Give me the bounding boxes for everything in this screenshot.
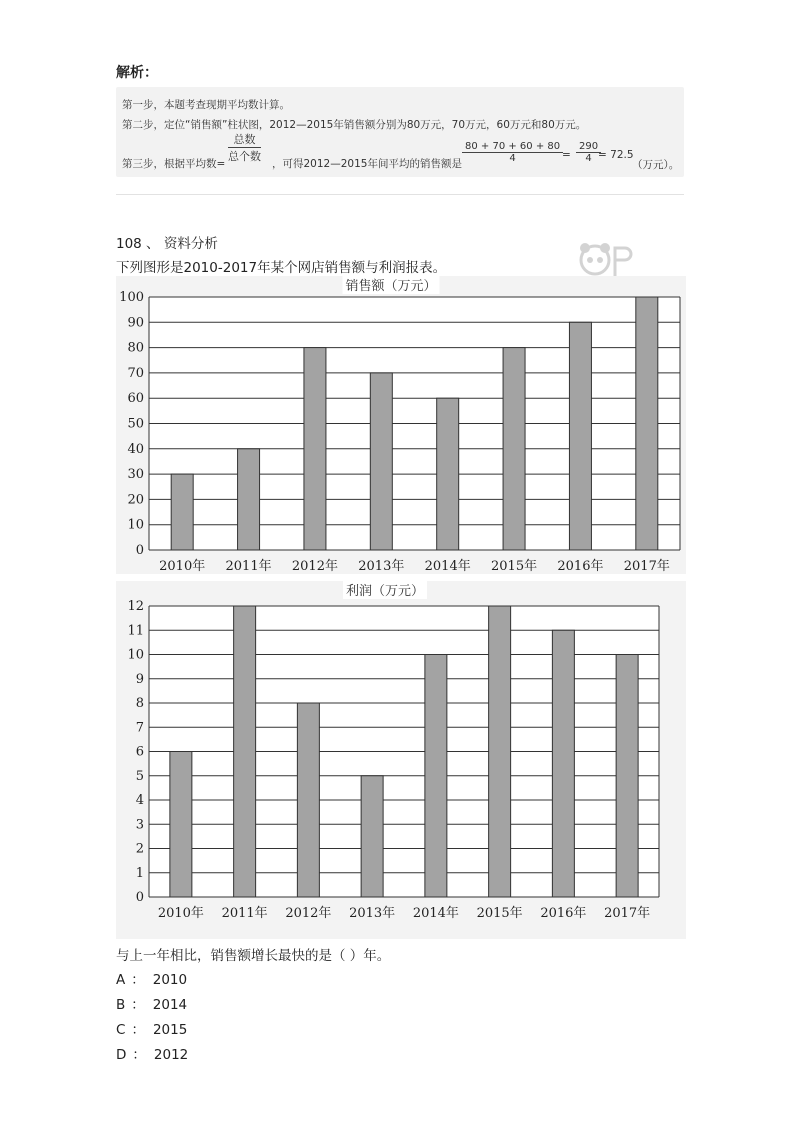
y-tick-label: 90 xyxy=(127,315,144,331)
bar xyxy=(171,474,193,550)
option-letter: B xyxy=(116,997,126,1013)
option-a[interactable] xyxy=(116,968,187,988)
y-tick-label: 80 xyxy=(127,340,144,356)
option-b[interactable] xyxy=(116,993,187,1013)
y-tick-label: 4 xyxy=(135,793,144,808)
calc-unit: （万元）。 xyxy=(632,159,680,171)
y-tick-label: 7 xyxy=(135,720,144,736)
x-tick-label: 2016年 xyxy=(540,906,587,921)
bar xyxy=(361,776,383,897)
y-tick-label: 50 xyxy=(127,416,144,432)
profit-bar-chart xyxy=(116,581,686,939)
y-tick-label: 10 xyxy=(127,647,144,663)
y-tick-label: 70 xyxy=(127,365,144,381)
option-separator: ： xyxy=(131,972,145,988)
result-numerator: 290 xyxy=(576,141,601,153)
calc-equals: = xyxy=(562,149,571,161)
y-tick-label: 12 xyxy=(127,599,144,614)
y-tick-label: 0 xyxy=(135,543,144,558)
x-tick-label: 2010年 xyxy=(157,906,204,921)
formula-fraction xyxy=(228,131,261,164)
option-separator: ： xyxy=(131,997,145,1013)
chart-title: 销售额（万元） xyxy=(345,279,437,294)
analysis-box xyxy=(116,87,684,177)
x-tick-label: 2012年 xyxy=(291,559,338,574)
analysis-step2: 第二步，定位“销售额”柱状图，2012—2015年销售额分别为80万元，70万元，60万元和80万元。 xyxy=(122,119,587,131)
option-letter: D xyxy=(116,1047,127,1063)
bar xyxy=(170,752,192,898)
analysis-step3-prefix: 第三步，根据平均数= xyxy=(122,158,226,170)
y-tick-label: 10 xyxy=(127,517,144,533)
result-denominator: 4 xyxy=(585,153,592,164)
bar xyxy=(569,322,591,550)
question-intro: 下列图形是2010-2017年某个网店销售额与利润报表。 xyxy=(116,260,447,276)
x-tick-label: 2011年 xyxy=(221,906,268,921)
option-c[interactable] xyxy=(116,1018,187,1038)
y-tick-label: 40 xyxy=(127,441,144,457)
formula-numerator: 总数 xyxy=(228,131,261,148)
analysis-heading: 解析： xyxy=(116,65,158,81)
x-tick-label: 2014年 xyxy=(412,906,459,921)
chart-title: 利润（万元） xyxy=(345,584,425,599)
y-tick-label: 60 xyxy=(127,391,144,407)
calc-result: = 72.5 xyxy=(598,149,634,161)
formula-denominator: 总个数 xyxy=(228,150,261,163)
bar xyxy=(503,348,525,550)
y-tick-label: 8 xyxy=(135,696,144,711)
y-tick-label: 100 xyxy=(119,290,144,305)
bar xyxy=(425,655,447,898)
option-value: 2015 xyxy=(152,1022,188,1038)
option-letter: C xyxy=(116,1022,126,1038)
x-tick-label: 2016年 xyxy=(557,559,604,574)
calc-numerator: 80 + 70 + 60 + 80 xyxy=(462,141,563,153)
y-tick-label: 6 xyxy=(135,744,144,760)
question-number: 108 、 资料分析 xyxy=(116,236,218,252)
y-tick-label: 0 xyxy=(135,890,144,905)
bar xyxy=(304,348,326,550)
option-value: 2014 xyxy=(152,997,188,1013)
analysis-step1: 第一步，本题考查现期平均数计算。 xyxy=(122,99,290,111)
panda-watermark-icon xyxy=(575,238,635,278)
y-tick-label: 5 xyxy=(135,768,144,784)
analysis-step3-middle: ，可得2012—2015年间平均的销售额是 xyxy=(272,158,462,170)
bar xyxy=(616,655,638,898)
calc-denominator: 4 xyxy=(509,153,516,164)
bar xyxy=(370,373,392,550)
y-tick-label: 9 xyxy=(135,671,144,687)
y-tick-label: 3 xyxy=(135,817,144,833)
option-separator: ： xyxy=(132,1047,146,1063)
y-tick-label: 11 xyxy=(127,623,144,639)
x-tick-label: 2012年 xyxy=(285,906,332,921)
y-tick-label: 2 xyxy=(135,841,144,857)
y-tick-label: 30 xyxy=(127,467,144,483)
section-divider xyxy=(116,194,684,195)
option-d[interactable] xyxy=(116,1043,188,1063)
option-separator: ： xyxy=(131,1022,145,1038)
x-tick-label: 2011年 xyxy=(225,559,272,574)
bar xyxy=(552,630,574,897)
bar xyxy=(636,297,658,550)
x-tick-label: 2013年 xyxy=(358,559,405,574)
calc-fraction xyxy=(462,141,563,164)
y-tick-label: 1 xyxy=(135,865,144,881)
option-value: 2012 xyxy=(153,1047,189,1063)
x-tick-label: 2015年 xyxy=(491,559,538,574)
option-value: 2010 xyxy=(152,972,188,988)
bar xyxy=(297,703,319,897)
option-letter: A xyxy=(116,972,126,988)
bar xyxy=(437,398,459,550)
x-tick-label: 2015年 xyxy=(476,906,523,921)
x-tick-label: 2017年 xyxy=(623,559,670,574)
x-tick-label: 2014年 xyxy=(424,559,471,574)
bar xyxy=(234,606,256,897)
bar xyxy=(238,449,260,550)
x-tick-label: 2010年 xyxy=(159,559,206,574)
bar xyxy=(489,606,511,897)
y-tick-label: 20 xyxy=(127,492,144,508)
question-prompt: 与上一年相比，销售额增长最快的是（ ）年。 xyxy=(116,948,391,964)
x-tick-label: 2013年 xyxy=(349,906,396,921)
sales-bar-chart xyxy=(116,276,686,574)
x-tick-label: 2017年 xyxy=(604,906,651,921)
